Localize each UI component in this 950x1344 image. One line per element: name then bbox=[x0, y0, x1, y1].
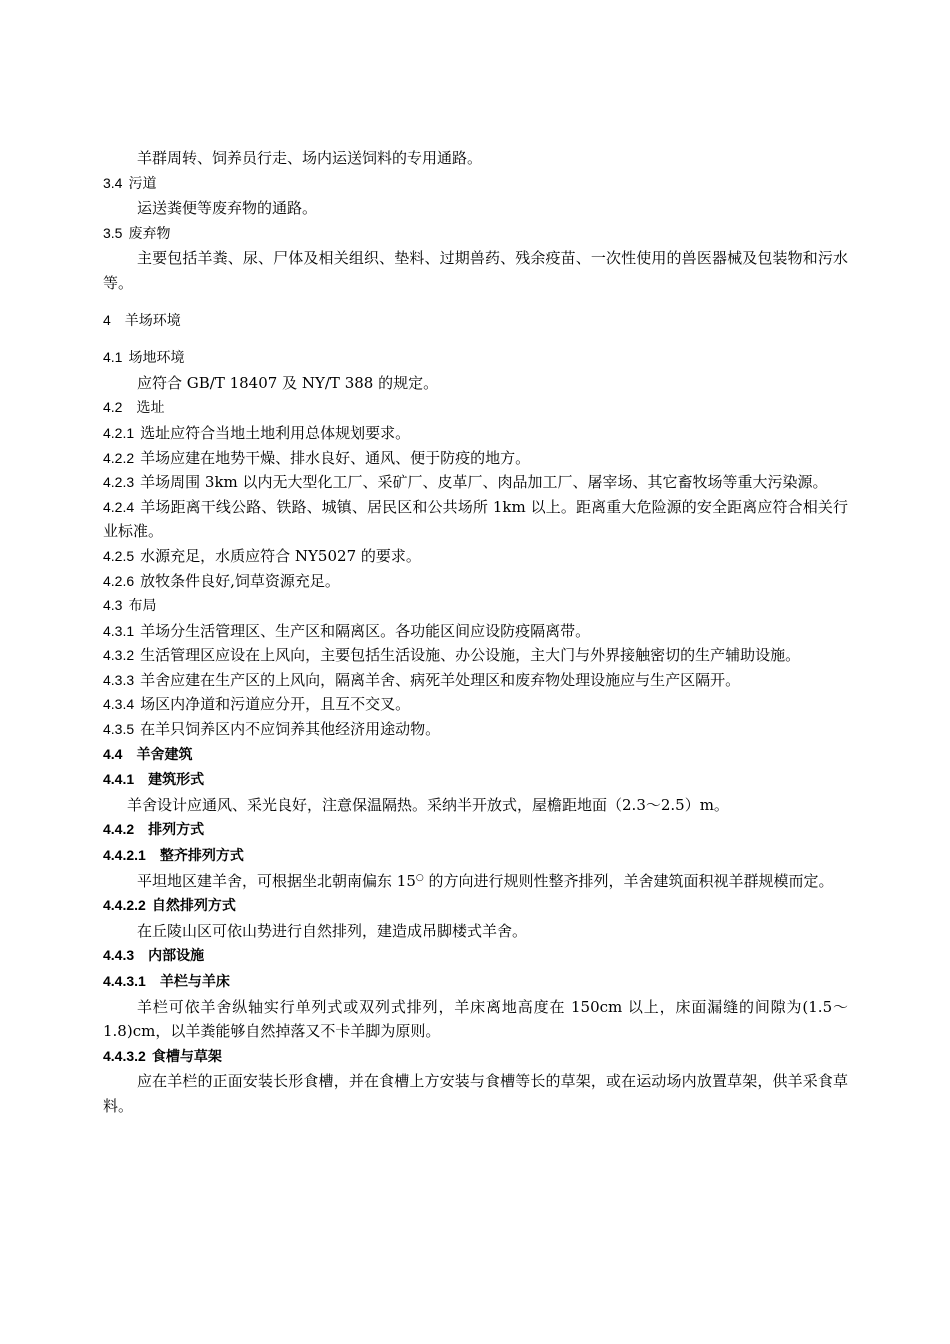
clause-4-3-3 bbox=[103, 668, 848, 693]
clause-4-2-1 bbox=[103, 421, 848, 446]
clause-number: 4.3.5 bbox=[103, 721, 135, 738]
section-number: 4.2 bbox=[103, 399, 123, 416]
section-title: 选址 bbox=[136, 400, 165, 417]
paragraph-clean-road-def: 羊群周转、饲养员行走、场内运送饲料的专用通路。 bbox=[137, 149, 483, 167]
heading-3-5 bbox=[103, 221, 848, 247]
clause-4-3-4 bbox=[103, 692, 848, 717]
clause-number: 4.3.1 bbox=[103, 622, 135, 639]
clause-text: 生活管理区应设在上风向，主要包括生活设施、办公设施，主大门与外界接触密切的生产辅助设施。 bbox=[140, 646, 801, 665]
section-number: 4.3 bbox=[103, 597, 123, 614]
clause-text: 羊场周围 3km 以内无大型化工厂、采矿厂、皮革厂、肉品加工厂、屠宰场、其它畜牧场等重大污染源。 bbox=[140, 473, 828, 492]
clause-number: 4.2.3 bbox=[103, 474, 135, 491]
clause-text: 羊舍应建在生产区的上风向，隔离羊舍、病死羊处理区和废弃物处理设施应与生产区隔开。 bbox=[140, 670, 741, 689]
section-number: 4.1 bbox=[103, 349, 123, 366]
heading-4-4-3-1 bbox=[103, 969, 848, 995]
paragraph-troughs-racks: 应在羊栏的正面安装长形食槽，并在食槽上方安装与食槽等长的草架，或在运动场内放置草架，供羊采食草料。 bbox=[103, 1072, 848, 1115]
section-number: 4.4.2 bbox=[103, 821, 135, 838]
paragraph-building-form: 羊舍设计应通风、采光良好，注意保温隔热。采纳半开放式，屋檐距地面（2.3～2.5）m。 bbox=[127, 795, 729, 814]
section-number: 4.4.3.1 bbox=[103, 973, 146, 989]
clause-text: 放牧条件良好,饲草资源充足。 bbox=[140, 571, 340, 590]
section-title: 食槽与草架 bbox=[151, 1048, 222, 1065]
section-number: 4.4 bbox=[103, 745, 123, 762]
clause-number: 4.3.4 bbox=[103, 696, 135, 713]
section-number: 3.5 bbox=[103, 224, 123, 241]
heading-4-3 bbox=[103, 593, 848, 619]
paragraph-regular-layout bbox=[103, 869, 848, 894]
section-number: 4.4.2.1 bbox=[103, 847, 146, 864]
clause-number: 4.2.2 bbox=[103, 449, 135, 466]
heading-4-4-3-2 bbox=[103, 1044, 848, 1070]
section-title: 场地环境 bbox=[128, 350, 185, 367]
section-number: 4.4.1 bbox=[103, 771, 135, 788]
heading-4-4-2 bbox=[103, 817, 848, 843]
clause-text: 选址应符合当地土地利用总体规划要求。 bbox=[140, 423, 411, 442]
chapter-number: 4 bbox=[103, 311, 111, 328]
heading-4-1 bbox=[103, 345, 848, 371]
text-part: 的方向进行规则性整齐排列，羊舍建筑面积视羊群规模而定。 bbox=[423, 871, 834, 890]
section-number: 3.4 bbox=[103, 174, 123, 191]
section-title: 废弃物 bbox=[128, 225, 171, 242]
heading-4 bbox=[103, 308, 848, 334]
section-title: 排列方式 bbox=[148, 822, 205, 839]
paragraph-site-env: 应符合 GB/T 18407 及 NY/T 388 的规定。 bbox=[137, 373, 439, 392]
clause-number: 4.2.4 bbox=[103, 498, 135, 515]
clause-text: 场区内净道和污道应分开，且互不交叉。 bbox=[140, 695, 411, 714]
paragraph-pens-beds: 羊栏可依羊舍纵轴实行单列式或双列式排列，羊床离地高度在 150cm 以上，床面漏缝的间隙为(1.5～1.8)cm，以羊粪能够自然掉落又不卡羊脚为原则。 bbox=[103, 997, 848, 1041]
heading-4-4-3 bbox=[103, 943, 848, 969]
degree-mark: ○ bbox=[415, 872, 424, 883]
section-title: 羊栏与羊床 bbox=[159, 974, 230, 990]
heading-4-2 bbox=[103, 395, 848, 421]
heading-4-4-2-2 bbox=[103, 893, 848, 919]
clause-4-3-5 bbox=[103, 717, 848, 742]
section-title: 布局 bbox=[128, 598, 157, 615]
section-title: 建筑形式 bbox=[148, 772, 205, 789]
clause-4-2-6 bbox=[103, 569, 848, 594]
section-title: 污道 bbox=[128, 175, 157, 192]
section-title: 自然排列方式 bbox=[151, 898, 236, 915]
clause-text: 水源充足，水质应符合 NY5027 的要求。 bbox=[140, 546, 421, 565]
section-number: 4.4.3.2 bbox=[103, 1047, 146, 1064]
text-part: 平坦地区建羊舍，可根据坐北朝南偏东 15 bbox=[137, 871, 416, 890]
clause-text: 羊场应建在地势干燥、排水良好、通风、便于防疫的地方。 bbox=[140, 448, 531, 467]
section-title: 内部设施 bbox=[148, 948, 205, 965]
heading-4-4-1 bbox=[103, 767, 848, 793]
section-title: 整齐排列方式 bbox=[159, 848, 244, 865]
clause-4-3-2 bbox=[103, 643, 848, 668]
clause-4-2-4 bbox=[103, 495, 848, 544]
clause-number: 4.2.1 bbox=[103, 424, 135, 441]
paragraph-waste-def: 主要包括羊粪、尿、尸体及相关组织、垫料、过期兽药、残余疫苗、一次性使用的兽医器械及包装物和污水等。 bbox=[103, 249, 848, 292]
heading-3-4 bbox=[103, 171, 848, 197]
clause-number: 4.2.6 bbox=[103, 572, 135, 589]
heading-4-4 bbox=[103, 742, 848, 768]
clause-text: 羊场分生活管理区、生产区和隔离区。各功能区间应设防疫隔离带。 bbox=[140, 621, 591, 640]
clause-text: 羊场距离干线公路、铁路、城镇、居民区和公共场所 1km 以上。距离重大危险源的安全距离应符合相关行业标准。 bbox=[103, 497, 848, 541]
clause-4-2-2 bbox=[103, 446, 848, 471]
section-number: 4.4.3 bbox=[103, 947, 135, 964]
paragraph-dirty-road-def: 运送粪便等废弃物的通路。 bbox=[137, 199, 318, 218]
clause-number: 4.2.5 bbox=[103, 547, 135, 564]
clause-number: 4.3.2 bbox=[103, 647, 135, 664]
clause-4-2-5 bbox=[103, 544, 848, 569]
chapter-title: 羊场环境 bbox=[124, 312, 181, 329]
section-title: 羊舍建筑 bbox=[136, 746, 193, 763]
document-body bbox=[103, 146, 848, 1119]
clause-number: 4.3.3 bbox=[103, 671, 135, 688]
paragraph-natural-layout: 在丘陵山区可依山势进行自然排列，建造成吊脚楼式羊舍。 bbox=[137, 921, 528, 940]
heading-4-4-2-1 bbox=[103, 843, 848, 869]
section-number: 4.4.2.2 bbox=[103, 897, 146, 914]
clause-4-2-3 bbox=[103, 470, 848, 495]
clause-4-3-1 bbox=[103, 619, 848, 644]
clause-text: 在羊只饲养区内不应饲养其他经济用途动物。 bbox=[140, 720, 441, 739]
